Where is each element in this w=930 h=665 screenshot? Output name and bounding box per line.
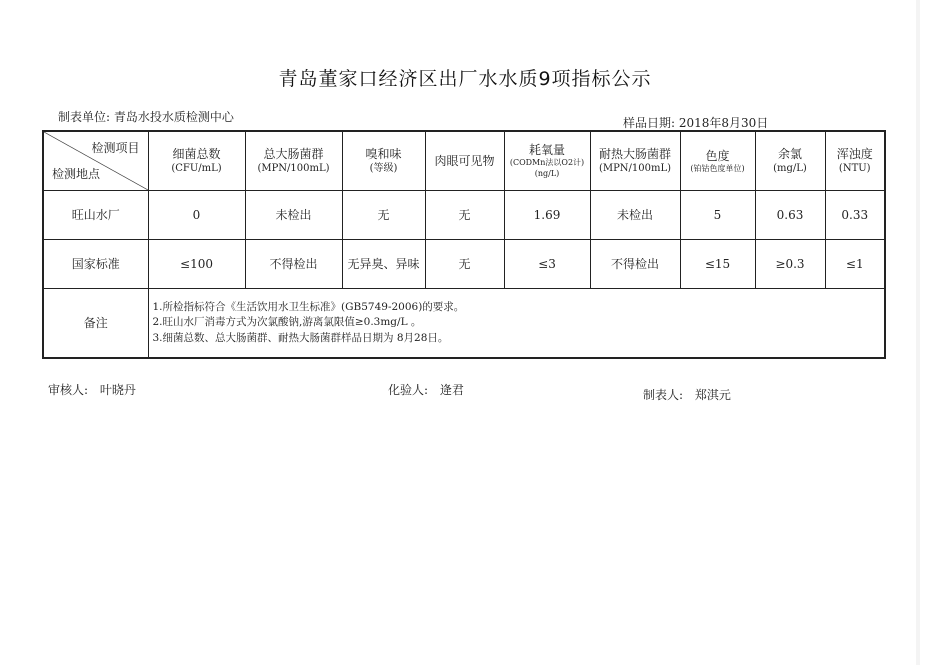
issuing-unit-label: 制表单位: [58,110,111,124]
header-row [43,131,885,191]
note-line: 2.旺山水厂消毒方式为次氯酸钠,游离氯限值≥0.3mg/L 。 [152,316,422,329]
notes-label: 备注 [43,289,148,359]
table-cell: 0 [148,191,245,240]
col-header: 浑浊度 (NTU) [825,131,885,191]
table-cell: 不得检出 [590,240,680,289]
table-cell: 0.63 [755,191,825,240]
table-cell: 无 [425,191,504,240]
table-cell: 5 [680,191,755,240]
row-label: 国家标准 [43,240,148,289]
preparer-signature [643,386,731,403]
table-cell: ≤15 [680,240,755,289]
table-cell: ≤100 [148,240,245,289]
table-row [43,191,885,240]
table-cell: 不得检出 [245,240,342,289]
water-quality-table [42,130,886,359]
table-row [43,240,885,289]
table-cell: 未检出 [590,191,680,240]
corner-location-label: 检测地点 [52,166,101,181]
reviewer-label: 审核人: [48,383,89,397]
sample-date [623,114,768,131]
col-header: 耗氧量 (CODMn法以O2计) (ng/L) [504,131,590,191]
tester-label: 化验人: [388,383,429,397]
tester-name: 逄君 [439,383,464,397]
tester-signature [388,381,464,398]
notes-row [43,289,885,359]
reviewer-signature [48,381,136,398]
sample-date-value: 2018年8月30日 [678,116,769,130]
issuing-unit-value: 青岛水投水质检测中心 [113,110,234,124]
table-cell: ≥0.3 [755,240,825,289]
col-header: 细菌总数 (CFU/mL) [148,131,245,191]
reviewer-name: 叶晓丹 [99,383,136,397]
note-line: 3.细菌总数、总大肠菌群、耐热大肠菌群样品日期为 8月28日。 [152,331,449,344]
table-cell: 1.69 [504,191,590,240]
issuing-unit [58,108,234,125]
table-cell: ≤1 [825,240,885,289]
col-header: 余氯 (mg/L) [755,131,825,191]
col-header: 总大肠菌群 (MPN/100mL) [245,131,342,191]
scan-edge-shadow [916,0,920,665]
table-cell: 无 [342,191,425,240]
page-title: 青岛董家口经济区出厂水水质9项指标公示 [278,68,652,90]
col-header: 色度 (铂钴色度单位) [680,131,755,191]
row-label: 旺山水厂 [43,191,148,240]
notes-content [148,289,885,359]
table-cell: ≤3 [504,240,590,289]
corner-item-label: 检测项目 [91,141,140,155]
note-line: 1.所检指标符合《生活饮用水卫生标准》(GB5749-2006)的要求。 [152,301,465,314]
table-cell: 无异臭、异味 [342,240,425,289]
col-header: 肉眼可见物 [425,131,504,191]
col-header: 耐热大肠菌群 (MPN/100mL) [590,131,680,191]
preparer-label: 制表人: [643,388,684,402]
sample-date-label: 样品日期: [623,116,676,130]
table-cell: 未检出 [245,191,342,240]
table-cell: 无 [425,240,504,289]
corner-cell [43,131,148,191]
preparer-name: 郑淇元 [694,388,731,402]
col-header: 嗅和味 (等级) [342,131,425,191]
table-cell: 0.33 [825,191,885,240]
